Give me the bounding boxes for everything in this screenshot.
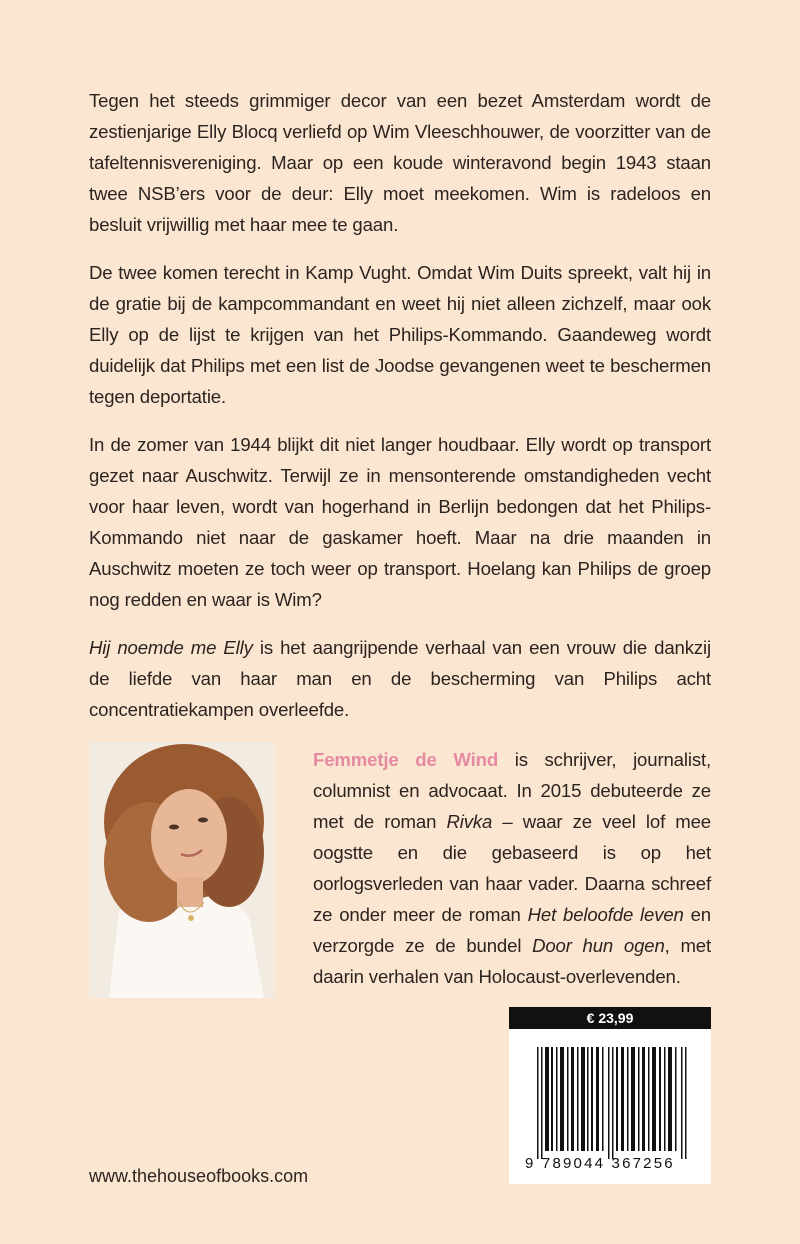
book-title: Hij noemde me Elly [89,637,253,658]
publisher-website[interactable]: www.thehouseofbooks.com [89,1166,309,1186]
author-bio [313,744,711,992]
book-title-het-beloofde-leven: Het beloofde leven [527,904,684,925]
author-photo [89,742,275,998]
blurb-paragraph-4-text: is het aangrijpende verhaal van een vrouw die dankzij de liefde van haar man en de bescherming van Philips acht concentratiekampen overleefde. [89,637,711,720]
book-title-rivka: Rivka [446,811,493,832]
blurb-paragraph-3: In de zomer van 1944 blijkt dit niet langer houdbaar. Elly wordt op transport gezet naar Auschwitz. Terwijl ze in mensonterende omstandigheden vecht voor haar leven, wordt van hogerhand in Berlijn bedongen dat het Philips-Kommando niet naar de gaskamer hoeft. Maar na drie maanden in Auschwitz moeten ze toch weer op transport. Hoelang kan Philips de groep nog redden en waar is Wim? [89,434,711,610]
blurb [89,85,711,742]
author-portrait-icon [89,742,275,998]
author-name: Femmetje de Wind [313,749,499,770]
blurb-paragraph-1: Tegen het steeds grimmiger decor van een bezet Amsterdam wordt de zestienjarige Elly Blocq verliefd op Wim Vleeschhouwer, de voorzitter van de tafeltennisvereniging. Maar op een koude winteravond begin 1943 staan twee NSB’ers voor de deur: Elly moet meekomen. Wim is radeloos en besluit vrijwillig met haar mee te gaan. [89,90,711,235]
bio-text-3: en verzorgde ze de bundel [313,904,711,956]
blurb-paragraph-2: De twee komen terecht in Kamp Vught. Omdat Wim Duits spreekt, valt hij in de gratie bij de kampcommandant en weet hij niet alleen zichzelf, maar ook Elly op de lijst te krijgen van het Philips-Kommando. Gaandeweg wordt duidelijk dat Philips met een list de Joodse gevangenen weet te beschermen tegen deportatie. [89,262,711,407]
bio-text-1: is schrijver, journalist, columnist en advocaat. In 2015 debuteerde ze met de roman [313,749,712,832]
isbn-number: 9 789044 367256 [525,1155,675,1172]
bio-text-2: – waar ze veel lof mee oogstte en die gebaseerd is op het oorlogsverleden van haar vader. Daarna schreef ze onder meer de roman [313,811,711,925]
barcode-box [509,1007,711,1184]
bio-text-4: , met daarin verhalen van Holocaust-overlevenden. [313,935,712,987]
blurb-paragraph-4 [89,632,711,725]
barcode-icon [537,1047,687,1159]
book-title-door-hun-ogen: Door hun ogen [532,935,665,956]
price-label: € 23,99 [509,1007,711,1029]
